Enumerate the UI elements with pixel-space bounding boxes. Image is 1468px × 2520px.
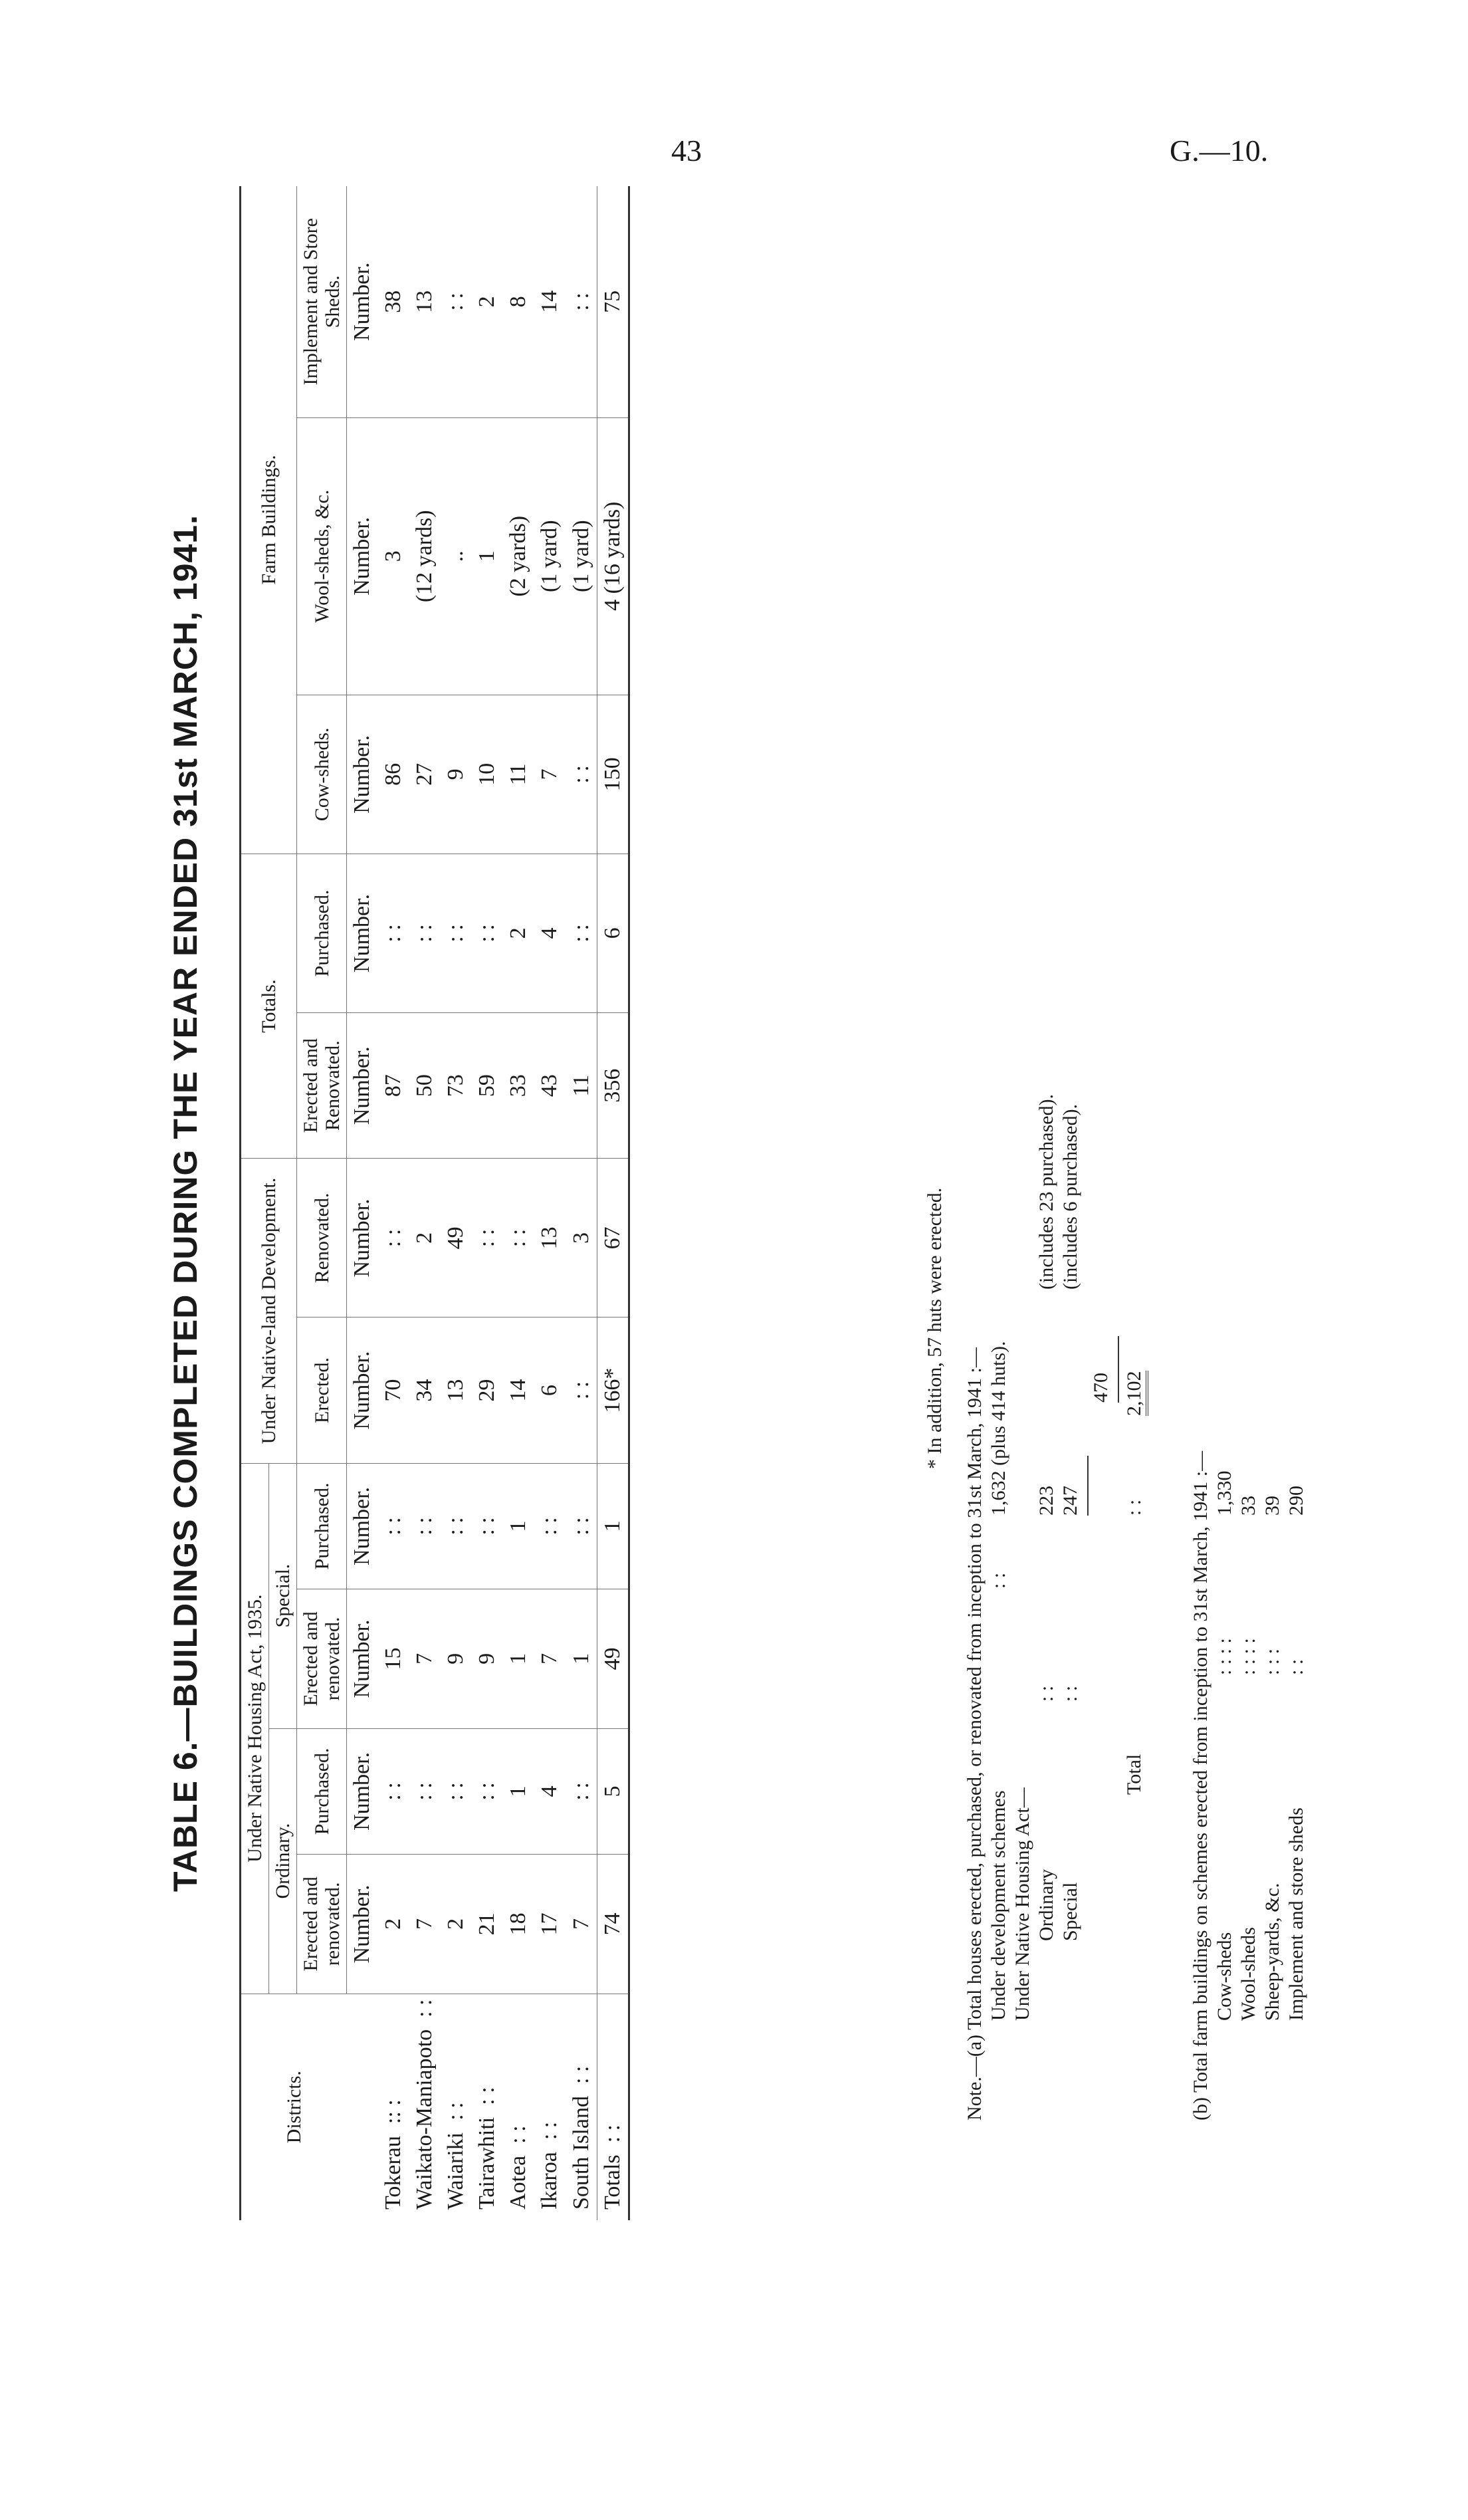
cell-cow-sheds: : : xyxy=(566,695,597,854)
table-row xyxy=(440,186,471,2220)
col-dev-erected: Erected. xyxy=(297,1317,347,1463)
farm-label: Implement and store sheds xyxy=(1285,1807,1307,2021)
cell-special-erected: 1 xyxy=(566,1589,597,1728)
note-dev-dots: : : xyxy=(988,1572,1009,1589)
cell-implement-sheds: : : xyxy=(566,186,597,417)
farm-buildings-header: Farm Buildings. xyxy=(241,186,297,854)
cell-special-purchased: : : xyxy=(471,1463,502,1589)
cell-wool-sheds: (1 yard) xyxy=(534,417,565,695)
farm-label: Wool-sheds xyxy=(1237,1927,1259,2021)
cell-totals-purchased: 4 xyxy=(534,854,565,1012)
unit-row xyxy=(347,186,378,2220)
farm-dots: : : xyxy=(1285,1659,1307,1675)
cell-special-erected: 15 xyxy=(377,1589,409,1728)
farm-dots: : : : : xyxy=(1237,1638,1259,1675)
development-header: Under Native-land Development. xyxy=(241,1159,297,1463)
district-cell xyxy=(566,1994,597,2220)
cell-dev-erected: 14 xyxy=(502,1317,534,1463)
cell-wool-sheds: 4 (16 yards) xyxy=(597,417,629,695)
cell-totals-erected: 73 xyxy=(440,1012,471,1158)
cell-cow-sheds: 150 xyxy=(597,695,629,854)
district-name: Waiariki xyxy=(443,2132,469,2210)
cell-dev-renovated: 49 xyxy=(440,1159,471,1317)
cell-ordinary-erected: 17 xyxy=(534,1855,565,1994)
district-cell xyxy=(409,1994,440,2220)
cell-totals-erected: 50 xyxy=(409,1012,440,1158)
cell-implement-sheds: 75 xyxy=(597,186,629,417)
cell-dev-renovated: 3 xyxy=(566,1159,597,1317)
cell-special-erected: 7 xyxy=(534,1589,565,1728)
leader-dots: : : xyxy=(474,2087,500,2105)
cell-totals-erected: 43 xyxy=(534,1012,565,1158)
total-rule xyxy=(1118,1336,1119,1403)
district-cell xyxy=(377,1994,409,2220)
farm-value: 39 xyxy=(1261,1496,1283,1516)
cell-totals-purchased: : : xyxy=(566,854,597,1012)
cell-totals-purchased: : : xyxy=(471,854,502,1012)
note-total-value: 2,102 xyxy=(1123,1371,1148,1417)
cell-ordinary-purchased: : : xyxy=(566,1728,597,1855)
cell-totals-erected: 59 xyxy=(471,1012,502,1158)
cell-special-erected: 1 xyxy=(502,1589,534,1728)
cell-wool-sheds: 1 xyxy=(471,417,502,695)
cell-implement-sheds: 38 xyxy=(377,186,409,417)
cell-totals-purchased: 2 xyxy=(502,854,534,1012)
cell-special-purchased: 1 xyxy=(597,1463,629,1589)
leader-dots: : : xyxy=(537,2121,562,2140)
farm-dots: : : : : xyxy=(1213,1638,1235,1675)
note-subtotal: 470 xyxy=(1090,1373,1112,1403)
cell-ordinary-erected: 21 xyxy=(471,1855,502,1994)
note-special-note: (includes 6 purchased). xyxy=(1059,1103,1081,1290)
note-nha-label: Under Native Housing Act— xyxy=(1011,1787,1033,2021)
note-dev-label: Under development schemes xyxy=(988,1790,1009,2021)
farm-label: Sheep-yards, &c. xyxy=(1261,1883,1283,2021)
cell-wool-sheds: (2 yards) xyxy=(502,417,534,695)
unit-label: Number. xyxy=(347,1463,378,1589)
col-special-erected: Erected and renovated. xyxy=(297,1589,347,1728)
cell-ordinary-purchased: 5 xyxy=(597,1728,629,1855)
cell-ordinary-purchased: : : xyxy=(409,1728,440,1855)
farm-value: 290 xyxy=(1285,1486,1307,1516)
leader-dots: : : xyxy=(412,1999,437,2017)
district-name: Ikaroa xyxy=(537,2152,562,2210)
cell-ordinary-purchased: 4 xyxy=(534,1728,565,1855)
document-reference: G.—10. xyxy=(1170,134,1269,168)
col-ordinary-purchased: Purchased. xyxy=(297,1728,347,1855)
unit-label: Number. xyxy=(347,1855,378,1994)
page-number: 43 xyxy=(671,134,702,168)
subtotal-rule xyxy=(1087,1456,1089,1516)
cell-wool-sheds: 3 xyxy=(377,417,409,695)
col-special-purchased: Purchased. xyxy=(297,1463,347,1589)
cell-dev-renovated: : : xyxy=(471,1159,502,1317)
leader-dots: : : xyxy=(568,2065,593,2085)
cell-totals-erected: 87 xyxy=(377,1012,409,1158)
col-totals-purchased: Purchased. xyxy=(297,854,347,1012)
cell-dev-erected: 13 xyxy=(440,1317,471,1463)
cell-special-erected: 9 xyxy=(471,1589,502,1728)
cell-totals-erected: 11 xyxy=(566,1012,597,1158)
cell-totals-purchased: : : xyxy=(409,854,440,1012)
table-row xyxy=(534,186,565,2220)
cell-special-purchased: : : xyxy=(566,1463,597,1589)
cell-dev-renovated: 13 xyxy=(534,1159,565,1317)
cell-wool-sheds: (12 yards) xyxy=(409,417,440,695)
cell-cow-sheds: 27 xyxy=(409,695,440,854)
farm-value: 1,330 xyxy=(1213,1470,1235,1516)
col-cow-sheds: Cow-sheds. xyxy=(297,695,347,854)
table-row xyxy=(377,186,409,2220)
footnote: * In addition, 57 huts were erected. xyxy=(924,1187,946,1469)
district-name: Aotea xyxy=(506,2155,531,2210)
cell-wool-sheds: (1 yard) xyxy=(566,417,597,695)
cell-dev-renovated: 67 xyxy=(597,1159,629,1317)
district-cell xyxy=(597,1994,629,2220)
cell-implement-sheds: 8 xyxy=(502,186,534,417)
unit-label: Number. xyxy=(347,186,378,417)
cell-special-purchased: : : xyxy=(409,1463,440,1589)
unit-label: Number. xyxy=(347,1159,378,1317)
special-header: Special. xyxy=(269,1463,297,1728)
unit-label: Number. xyxy=(347,1728,378,1855)
table-row xyxy=(502,186,534,2220)
unit-label: Number. xyxy=(347,1589,378,1728)
note-special-value: 247 xyxy=(1059,1486,1081,1516)
col-ordinary-erected: Erected and renovated. xyxy=(297,1855,347,1994)
district-name: Tairawhiti xyxy=(474,2117,500,2210)
cell-special-purchased: 1 xyxy=(502,1463,534,1589)
cell-special-purchased: : : xyxy=(440,1463,471,1589)
cell-dev-erected: 70 xyxy=(377,1317,409,1463)
cell-cow-sheds: 10 xyxy=(471,695,502,854)
table-row xyxy=(409,186,440,2220)
cell-totals-purchased: 6 xyxy=(597,854,629,1012)
totals-header: Totals. xyxy=(241,854,297,1158)
cell-totals-purchased: : : xyxy=(377,854,409,1012)
farm-value: 33 xyxy=(1237,1496,1259,1516)
ordinary-header: Ordinary. xyxy=(269,1728,297,1994)
note-special-dots: : : xyxy=(1059,1685,1081,1702)
cell-cow-sheds: 9 xyxy=(440,695,471,854)
table-row xyxy=(566,186,597,2220)
cell-special-erected: 49 xyxy=(597,1589,629,1728)
buildings-table xyxy=(239,186,630,2220)
leader-dots: : : xyxy=(599,2124,625,2143)
unit-label: Number. xyxy=(347,1012,378,1158)
cell-ordinary-erected: 7 xyxy=(566,1855,597,1994)
cell-special-erected: 9 xyxy=(440,1589,471,1728)
unit-label: Number. xyxy=(347,1317,378,1463)
district-name: Waikato-Maniapoto xyxy=(412,2029,437,2210)
note-b-intro: (b) Total farm buildings on schemes erected from inception to 31st March, 1941 :— xyxy=(1190,1450,1211,2120)
table-title: TABLE 6.—BUILDINGS COMPLETED DURING THE YEAR ENDED 31st MARCH, 1941. xyxy=(167,515,204,1892)
cell-ordinary-purchased: : : xyxy=(471,1728,502,1855)
cell-cow-sheds: 86 xyxy=(377,695,409,854)
cell-totals-erected: 33 xyxy=(502,1012,534,1158)
note-ordinary-label: Ordinary xyxy=(1035,1869,1057,1941)
cell-cow-sheds: 7 xyxy=(534,695,565,854)
cell-dev-renovated: 2 xyxy=(409,1159,440,1317)
cell-special-erected: 7 xyxy=(409,1589,440,1728)
note-special-label: Special xyxy=(1059,1882,1081,1941)
note-dev-value: 1,632 (plus 414 huts). xyxy=(988,1341,1009,1516)
col-implement-sheds: Implement and Store Sheds. xyxy=(297,186,347,417)
cell-dev-erected: 166* xyxy=(597,1317,629,1463)
cell-implement-sheds: 13 xyxy=(409,186,440,417)
cell-totals-erected: 356 xyxy=(597,1012,629,1158)
cell-ordinary-purchased: : : xyxy=(440,1728,471,1855)
cell-ordinary-purchased: : : xyxy=(377,1728,409,1855)
note-total-dots: : : xyxy=(1123,1499,1145,1516)
cell-implement-sheds: 2 xyxy=(471,186,502,417)
cell-special-purchased: : : xyxy=(377,1463,409,1589)
cell-cow-sheds: 11 xyxy=(502,695,534,854)
leader-dots: : : xyxy=(443,2102,469,2120)
cell-ordinary-purchased: 1 xyxy=(502,1728,534,1855)
district-name: Tokerau xyxy=(381,2136,405,2210)
totals-row xyxy=(597,186,629,2220)
cell-dev-erected: 29 xyxy=(471,1317,502,1463)
leader-dots: : : xyxy=(506,2125,531,2144)
note-ordinary-dots: : : xyxy=(1035,1685,1057,1702)
cell-ordinary-erected: 2 xyxy=(440,1855,471,1994)
district-name: South Island xyxy=(568,2096,593,2210)
col-totals-erected: Erected and Renovated. xyxy=(297,1012,347,1158)
note-a-intro: Note.—(a) Total houses erected, purchased, or renovated from inception to 31st March, 1941 :— xyxy=(964,1347,986,2120)
note-total-label: Total xyxy=(1123,1754,1145,1795)
col-dev-renovated: Renovated. xyxy=(297,1159,347,1317)
cell-ordinary-erected: 74 xyxy=(597,1855,629,1994)
cell-implement-sheds: : : xyxy=(440,186,471,417)
farm-dots: : : : xyxy=(1261,1648,1283,1675)
leader-dots: :: : xyxy=(381,2099,405,2124)
housing-act-header: Under Native Housing Act, 1935. xyxy=(241,1463,269,1994)
note-ordinary-value: 223 xyxy=(1035,1486,1057,1516)
table-row xyxy=(471,186,502,2220)
cell-dev-renovated: : : xyxy=(377,1159,409,1317)
districts-header: Districts. xyxy=(241,1994,347,2220)
unit-label: Number. xyxy=(347,695,378,854)
district-name: Totals xyxy=(599,2154,625,2210)
district-cell xyxy=(471,1994,502,2220)
col-wool-sheds: Wool-sheds, &c. xyxy=(297,417,347,695)
cell-dev-erected: 6 xyxy=(534,1317,565,1463)
district-cell xyxy=(440,1994,471,2220)
cell-special-purchased: : : xyxy=(534,1463,565,1589)
rotated-table-block xyxy=(166,186,1429,2220)
cell-ordinary-erected: 18 xyxy=(502,1855,534,1994)
cell-totals-purchased: : : xyxy=(440,854,471,1012)
cell-dev-renovated: : : xyxy=(502,1159,534,1317)
unit-label: Number. xyxy=(347,854,378,1012)
cell-dev-erected: 34 xyxy=(409,1317,440,1463)
cell-wool-sheds: .. xyxy=(440,417,471,695)
cell-ordinary-erected: 2 xyxy=(377,1855,409,1994)
farm-label: Cow-sheds xyxy=(1213,1932,1235,2021)
cell-ordinary-erected: 7 xyxy=(409,1855,440,1994)
district-cell xyxy=(534,1994,565,2220)
cell-dev-erected: : : xyxy=(566,1317,597,1463)
cell-implement-sheds: 14 xyxy=(534,186,565,417)
district-cell xyxy=(502,1994,534,2220)
note-ordinary-note: (includes 23 purchased). xyxy=(1035,1093,1057,1290)
unit-label: Number. xyxy=(347,417,378,695)
